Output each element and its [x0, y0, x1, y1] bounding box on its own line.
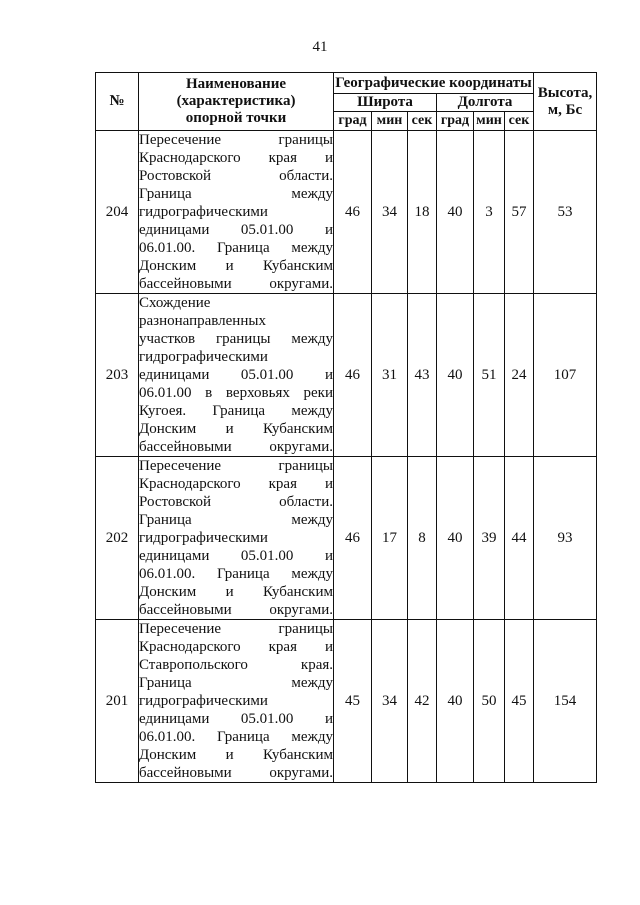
lon-sec-cell: 45 — [505, 620, 534, 783]
description-line: гидрографическими — [139, 204, 268, 220]
description-line: Ростовской области. — [139, 494, 333, 510]
lon-deg-cell: 40 — [437, 620, 474, 783]
description-line: Донским и Кубанским — [139, 584, 333, 600]
header-name-line: опорной точки — [185, 110, 287, 126]
description-line: Пересечение границы — [139, 458, 333, 474]
lon-min-cell: 3 — [474, 131, 505, 294]
lat-deg-cell: 46 — [334, 294, 372, 457]
description-line: 06.01.00. Граница между — [139, 240, 333, 256]
point-description — [139, 131, 334, 294]
lon-deg-cell: 40 — [437, 457, 474, 620]
lat-deg-cell: 45 — [334, 620, 372, 783]
header-num: № — [96, 73, 139, 131]
description-line: 06.01.00. Граница между — [139, 729, 333, 745]
description-line: гидрографическими — [139, 530, 268, 546]
point-number: 202 — [96, 457, 139, 620]
lon-sec-cell: 44 — [505, 457, 534, 620]
lat-min-cell: 31 — [372, 294, 408, 457]
description-line: бассейновыми округами. — [139, 602, 333, 618]
height-cell: 107 — [534, 294, 597, 457]
header-name-line: (характеристика) — [176, 93, 296, 109]
header-height — [534, 73, 597, 131]
point-description — [139, 294, 334, 457]
height-cell: 154 — [534, 620, 597, 783]
header-name-line: Наименование — [186, 76, 286, 92]
description-line: 06.01.00 в верховьях реки — [139, 385, 333, 401]
description-line: Пересечение границы — [139, 621, 333, 637]
description-line: Краснодарского края и — [139, 150, 333, 166]
coordinates-table — [95, 72, 597, 783]
lat-sec-cell: 42 — [408, 620, 437, 783]
lon-deg-cell: 40 — [437, 294, 474, 457]
description-line: Кугоея. Граница между — [139, 403, 333, 419]
header-name — [139, 73, 334, 131]
lon-sec-cell: 57 — [505, 131, 534, 294]
description-line: разнонаправленных — [139, 313, 266, 329]
description-line: Донским и Кубанским — [139, 747, 333, 763]
header-height-line: м, Бс — [547, 101, 583, 118]
table-row — [96, 620, 597, 783]
description-line: участков границы между — [139, 331, 333, 347]
description-line: Граница между — [139, 675, 333, 691]
lat-min-cell: 17 — [372, 457, 408, 620]
page-number: 41 — [312, 39, 328, 55]
header-lon-min: мин — [474, 112, 505, 131]
description-line: единицами 05.01.00 и — [139, 548, 333, 564]
lat-min-cell: 34 — [372, 620, 408, 783]
point-number: 201 — [96, 620, 139, 783]
header-longitude: Долгота — [437, 94, 534, 112]
description-line: единицами 05.01.00 и — [139, 367, 333, 383]
header-lon-deg: град — [437, 112, 474, 131]
lat-sec-cell: 8 — [408, 457, 437, 620]
description-line: Ставропольского края. — [139, 657, 333, 673]
description-line: Донским и Кубанским — [139, 421, 333, 437]
lat-sec-cell: 18 — [408, 131, 437, 294]
header-geo-coordinates: Географические координаты — [334, 73, 534, 94]
point-description — [139, 457, 334, 620]
lon-sec-cell: 24 — [505, 294, 534, 457]
description-line: Граница между — [139, 512, 333, 528]
header-latitude: Широта — [334, 94, 437, 112]
description-line: 06.01.00. Граница между — [139, 566, 333, 582]
description-line: Схождение — [139, 295, 211, 311]
description-line: гидрографическими — [139, 693, 268, 709]
point-description — [139, 620, 334, 783]
description-line: единицами 05.01.00 и — [139, 222, 333, 238]
description-line: Краснодарского края и — [139, 476, 333, 492]
lat-sec-cell: 43 — [408, 294, 437, 457]
header-lat-sec: сек — [408, 112, 437, 131]
header-lat-min: мин — [372, 112, 408, 131]
lat-deg-cell: 46 — [334, 457, 372, 620]
description-line: бассейновыми округами. — [139, 276, 333, 292]
description-line: Пересечение границы — [139, 132, 333, 148]
height-cell: 93 — [534, 457, 597, 620]
description-line: Ростовской области. — [139, 168, 333, 184]
header-height-line: Высота, — [537, 84, 593, 101]
lon-min-cell: 51 — [474, 294, 505, 457]
lon-deg-cell: 40 — [437, 131, 474, 294]
header-lon-sec: сек — [505, 112, 534, 131]
table-body — [96, 131, 597, 783]
lon-min-cell: 50 — [474, 620, 505, 783]
lon-min-cell: 39 — [474, 457, 505, 620]
description-line: гидрографическими — [139, 349, 268, 365]
description-line: бассейновыми округами. — [139, 439, 333, 455]
height-cell: 53 — [534, 131, 597, 294]
description-line: Донским и Кубанским — [139, 258, 333, 274]
header-lat-deg: град — [334, 112, 372, 131]
description-line: Граница между — [139, 186, 333, 202]
table-row — [96, 457, 597, 620]
table-row — [96, 131, 597, 294]
description-line: бассейновыми округами. — [139, 765, 333, 781]
point-number: 203 — [96, 294, 139, 457]
table-row — [96, 294, 597, 457]
point-number: 204 — [96, 131, 139, 294]
lat-min-cell: 34 — [372, 131, 408, 294]
description-line: Краснодарского края и — [139, 639, 333, 655]
lat-deg-cell: 46 — [334, 131, 372, 294]
description-line: единицами 05.01.00 и — [139, 711, 333, 727]
